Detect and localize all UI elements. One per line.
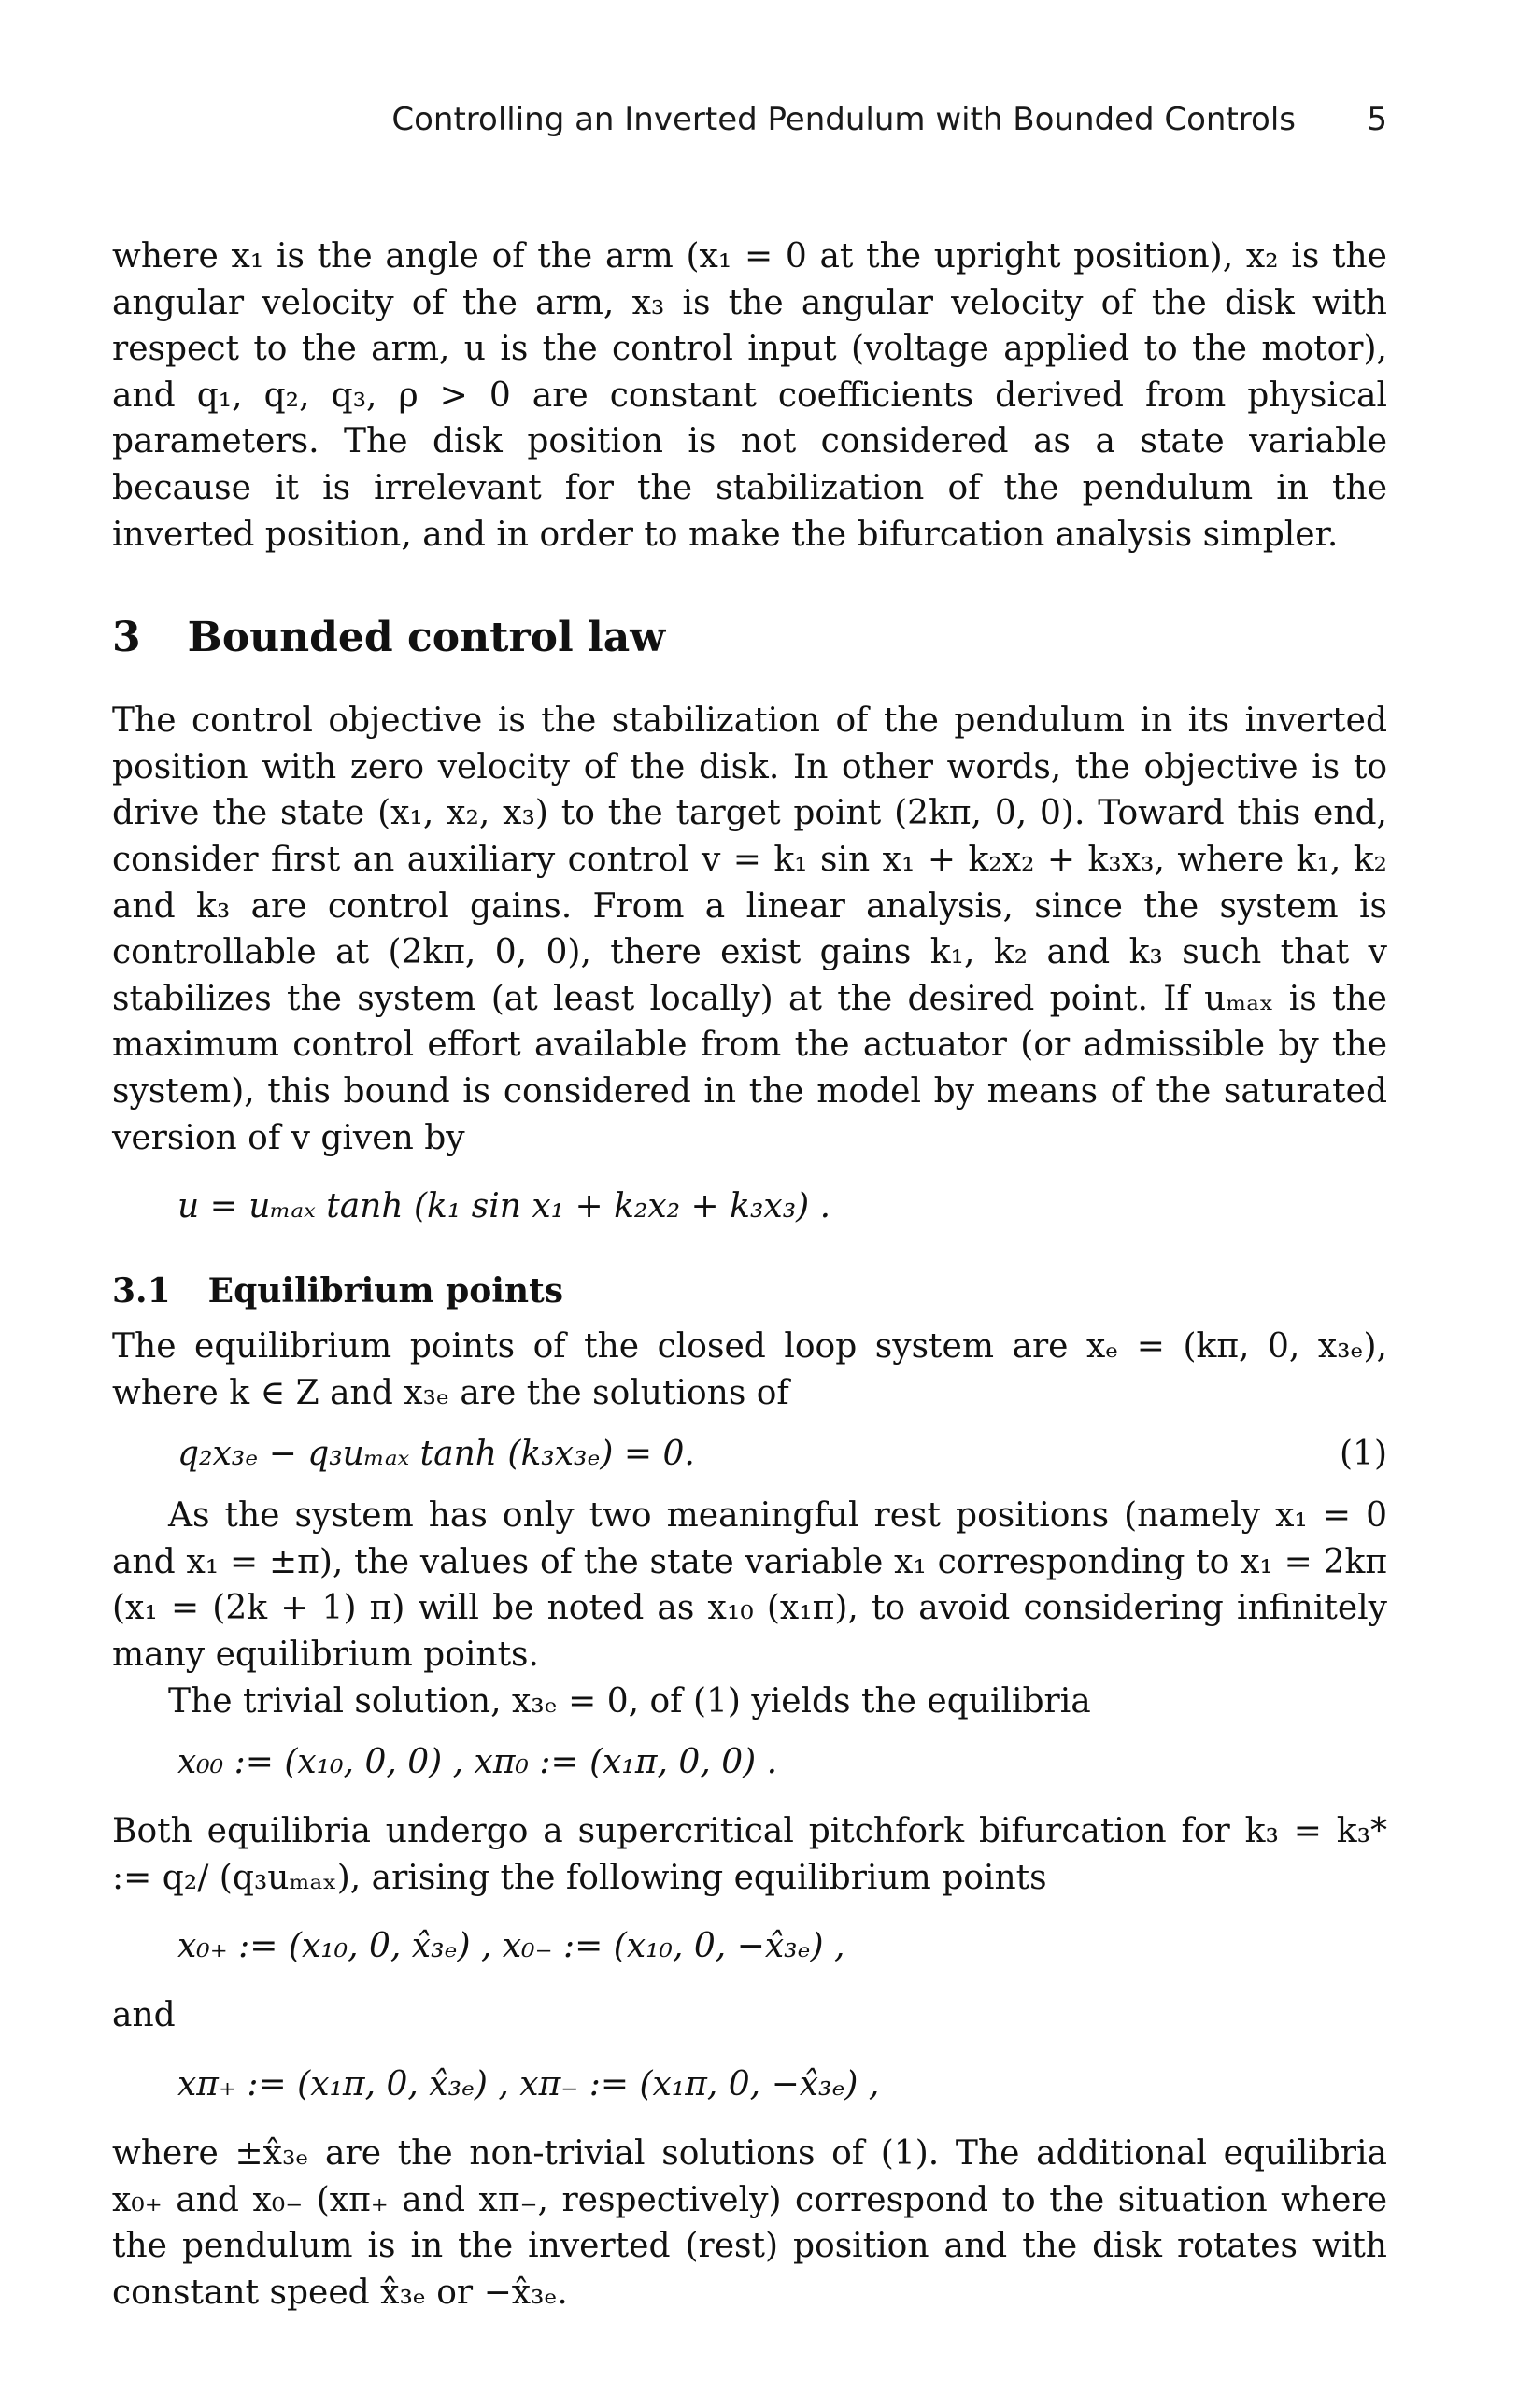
- paragraph-pitchfork-bifurcation: Both equilibria undergo a supercritical pitchfork bifurcation for k₃ = k₃* := q₂/ (q₃uₘₐₓ), arising the following equilibrium points: [112, 1812, 1387, 1897]
- paragraph-non-trivial-solutions: where ±x̂₃ₑ are the non-trivial solutions of (1). The additional equilibria x₀₊ and x₀₋ (xπ₊ and xπ₋, respectively) correspond to the situation where the pendulum is in the inverted (rest) position and the disk rotates with constant speed x̂₃ₑ or −x̂₃ₑ.: [112, 2134, 1387, 2312]
- section-title: Bounded control law: [187, 614, 666, 662]
- equation-trivial-equilibria: [112, 1739, 1387, 1786]
- equation-zero-branch-text: x₀₊ := (x₁₀, 0, x̂₃ₑ) , x₀₋ := (x₁₀, 0, −x̂₃ₑ) ,: [177, 1927, 845, 1966]
- equation-control-law-text: u = uₘₐₓ tanh (k₁ sin x₁ + k₂x₂ + k₃x₃) .: [177, 1187, 831, 1226]
- section-number: 3: [112, 614, 141, 662]
- equation-pi-branch-text: xπ₊ := (x₁π, 0, x̂₃ₑ) , xπ₋ := (x₁π, 0, −x̂₃ₑ) ,: [177, 2065, 880, 2104]
- equation-1: [112, 1431, 1387, 1478]
- page-number: 5: [1367, 101, 1387, 138]
- equation-1-number: (1): [1340, 1435, 1387, 1474]
- section-heading: [112, 610, 1387, 666]
- paragraph-and: and: [112, 1996, 176, 2035]
- subsection-number: 3.1: [112, 1271, 171, 1311]
- subsection-title: Equilibrium points: [207, 1271, 563, 1311]
- subsection-heading: [112, 1268, 1387, 1314]
- running-title: Controlling an Inverted Pendulum with Bounded Controls: [391, 101, 1296, 138]
- equation-zero-branch: [112, 1923, 1387, 1970]
- running-header: [0, 101, 1518, 148]
- equation-trivial-equilibria-text: x₀₀ := (x₁₀, 0, 0) , xπ₀ := (x₁π, 0, 0) .: [177, 1743, 778, 1782]
- equation-control-law: [112, 1183, 1387, 1230]
- paragraph-equilibrium-points: The equilibrium points of the closed loop system are xₑ = (kπ, 0, x₃ₑ), where k ∈ Z and x₃ₑ are the solutions of: [112, 1327, 1387, 1412]
- paragraph-state-variables: where x₁ is the angle of the arm (x₁ = 0 at the upright position), x₂ is the angular velocity of the arm, x₃ is the angular velocity of the disk with respect to the arm, u is the control input (voltage applied to the motor), and q₁, q₂, q₃, ρ > 0 are constant coefficients derived from physical parameters. The disk position is not considered as a state variable because it is irrelevant for the stabilization of the pendulum in the inverted position, and in order to make the bifurcation analysis simpler.: [112, 237, 1387, 554]
- body-text: [112, 234, 1387, 2316]
- paragraph-control-objective: The control objective is the stabilization of the pendulum in its inverted position with zero velocity of the disk. In other words, the objective is to drive the state (x₁, x₂, x₃) to the target point (2kπ, 0, 0). Toward this end, consider first an auxiliary control v = k₁ sin x₁ + k₂x₂ + k₃x₃, where k₁, k₂ and k₃ are control gains. From a linear analysis, since the system is controllable at (2kπ, 0, 0), there exist gains k₁, k₂ and k₃ such that v stabilizes the system (at least locally) at the desired point. If uₘₐₓ is the maximum control effort available from the actuator (or admissible by the system), this bound is considered in the model by means of the saturated version of v given by: [112, 701, 1387, 1157]
- equation-pi-branch: [112, 2061, 1387, 2108]
- paragraph-trivial-solution: The trivial solution, x₃ₑ = 0, of (1) yields the equilibria: [168, 1681, 1091, 1721]
- paragraph-rest-positions: As the system has only two meaningful rest positions (namely x₁ = 0 and x₁ = ±π), the values of the state variable x₁ corresponding to x₁ = 2kπ (x₁ = (2k + 1) π) will be noted as x₁₀ (x₁π), to avoid considering infinitely many equilibrium points.: [112, 1496, 1387, 1675]
- equation-1-text: q₂x₃ₑ − q₃uₘₐₓ tanh (k₃x₃ₑ) = 0.: [177, 1435, 695, 1474]
